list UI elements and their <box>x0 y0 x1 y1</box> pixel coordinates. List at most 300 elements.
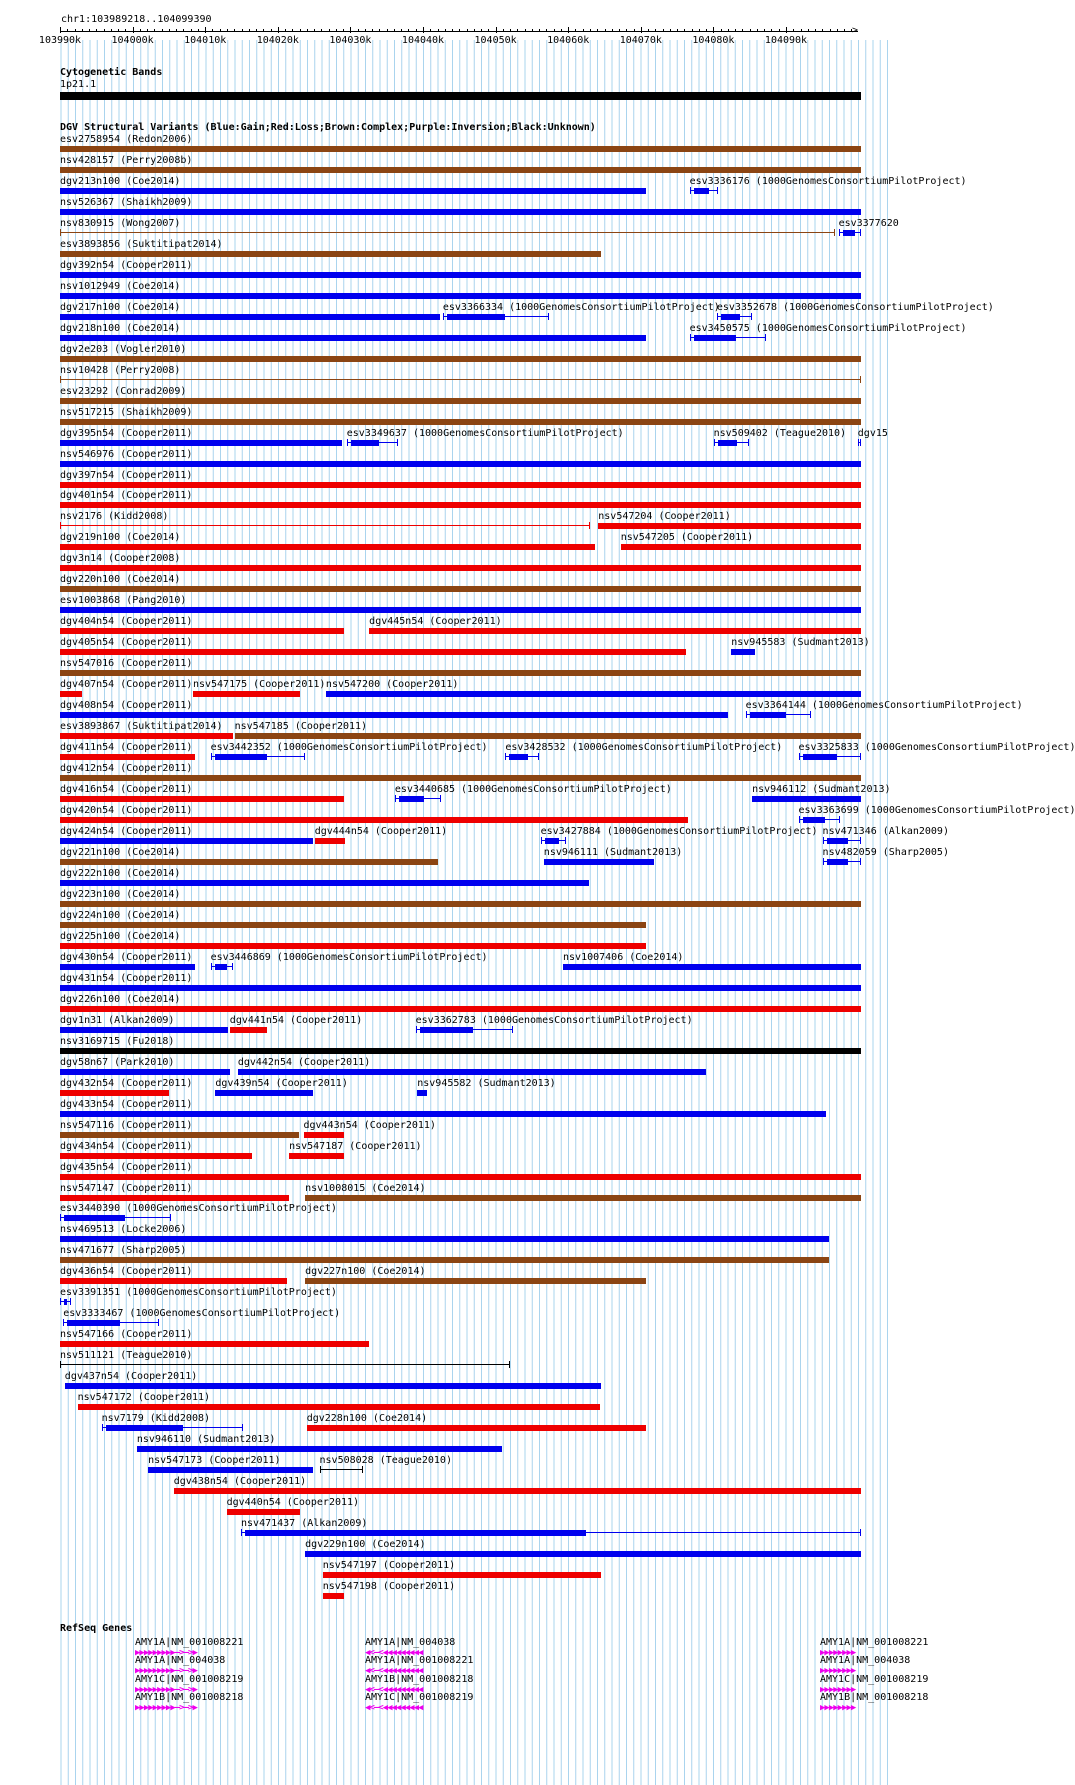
sv-end-cap <box>241 1529 242 1536</box>
sv-label[interactable]: nsv7179 (Kidd2008) <box>101 1413 211 1425</box>
sv-bar[interactable] <box>60 838 313 844</box>
sv-label[interactable]: dgv395n54 (Cooper2011) <box>60 427 193 439</box>
cytoband-bar[interactable] <box>60 92 861 100</box>
sv-label[interactable]: dgv411n54 (Cooper2011) <box>60 742 193 754</box>
sv-bar[interactable] <box>60 379 861 380</box>
sv-label[interactable]: nsv547166 (Cooper2011) <box>60 1329 193 1341</box>
sv-bar[interactable] <box>60 670 861 676</box>
sv-end-cap <box>860 837 861 844</box>
sv-bar[interactable] <box>305 1195 861 1201</box>
sv-label[interactable]: nsv511121 (Teague2010) <box>60 1350 193 1362</box>
ruler-minor-tick <box>379 29 380 32</box>
gene-model[interactable]: ▶▶▶▶▶▶▶▶▶—>—>▶ <box>135 1648 197 1658</box>
sv-block <box>694 188 710 194</box>
sv-bar[interactable] <box>60 482 861 488</box>
sv-label[interactable]: esv3349637 (1000GenomesConsortiumPilotProject) <box>346 427 624 439</box>
sv-bar[interactable] <box>60 565 861 571</box>
ruler-minor-tick <box>365 29 366 32</box>
sv-label[interactable]: esv3428532 (1000GenomesConsortiumPilotProject) <box>505 742 783 754</box>
sv-label[interactable]: nsv428157 (Perry2008b) <box>60 154 193 166</box>
sv-bar[interactable] <box>60 1090 169 1096</box>
sv-label[interactable]: nsv547016 (Cooper2011) <box>60 658 193 670</box>
sv-label[interactable]: dgv224n100 (Coe2014) <box>60 909 181 921</box>
sv-bar[interactable] <box>323 1572 602 1578</box>
sv-label[interactable]: nsv509402 (Teague2010) <box>713 427 847 439</box>
sv-end-cap <box>834 229 835 236</box>
sv-bar[interactable] <box>60 232 835 233</box>
sv-label[interactable]: esv3427884 (1000GenomesConsortiumPilotProject) <box>540 826 818 837</box>
ruler-minor-tick <box>452 29 453 32</box>
sv-label[interactable]: nsv946110 (Sudmant2013) <box>136 1434 276 1446</box>
sv-label[interactable]: dgv219n100 (Coe2014) <box>60 532 181 544</box>
ruler-tick-label: 104060k <box>547 35 590 46</box>
sv-label[interactable]: dgv439n54 (Cooper2011) <box>215 1077 348 1089</box>
sv-label[interactable]: nsv547204 (Cooper2011) <box>598 511 731 523</box>
sv-end-cap <box>690 187 691 194</box>
ruler-minor-tick <box>822 29 823 32</box>
sv-label[interactable]: nsv547147 (Cooper2011) <box>60 1182 193 1194</box>
gene-label[interactable]: AMY1A|NM_001008221 <box>135 1637 244 1648</box>
sv-bar[interactable] <box>60 1174 861 1180</box>
gene-label[interactable]: AMY1A|NM_001008221 <box>365 1655 474 1667</box>
sv-label[interactable]: dgv397n54 (Cooper2011) <box>60 469 193 481</box>
sv-bar[interactable] <box>598 523 861 529</box>
sv-end-cap <box>397 439 398 446</box>
sv-label[interactable]: esv3352678 (1000GenomesConsortiumPilotProject) <box>716 301 994 313</box>
ruler-minor-tick <box>154 29 155 32</box>
ruler-minor-tick <box>467 29 468 32</box>
sv-bar[interactable] <box>230 1027 267 1033</box>
sv-bar[interactable] <box>752 796 861 802</box>
position-label: chr1:103989218..104099390 <box>61 14 212 25</box>
gene-label[interactable]: AMY1A|NM_004038 <box>365 1637 456 1648</box>
sv-label[interactable]: dgv435n54 (Cooper2011) <box>60 1161 193 1173</box>
sv-label[interactable]: dgv437n54 (Cooper2011) <box>64 1371 198 1383</box>
sv-label[interactable]: nsv945583 (Sudmant2013) <box>731 637 870 649</box>
gene-label[interactable]: AMY1C|NM_001008219 <box>135 1673 244 1685</box>
cytoband-label[interactable]: 1p21.1 <box>60 79 97 90</box>
ruler-minor-tick <box>612 29 613 32</box>
sv-bar[interactable] <box>60 943 646 949</box>
sv-block <box>447 314 505 320</box>
sv-bar[interactable] <box>60 525 590 526</box>
sv-bar[interactable] <box>326 691 861 697</box>
sv-bar[interactable] <box>289 1153 343 1159</box>
sv-bar[interactable] <box>148 1467 313 1473</box>
sv-bar[interactable] <box>193 691 300 697</box>
sv-bar[interactable] <box>60 314 440 320</box>
sv-bar[interactable] <box>60 1111 826 1117</box>
ruler-tick-label: 103990k <box>38 35 82 46</box>
sv-end-cap <box>509 1361 510 1368</box>
sv-label[interactable]: nsv471437 (Alkan2009) <box>241 1518 368 1530</box>
sv-bar[interactable] <box>60 293 861 299</box>
sv-label[interactable]: dgv441n54 (Cooper2011) <box>229 1014 363 1026</box>
gene-model[interactable]: ◀<—<◀◀◀◀◀◀◀◀◀ <box>365 1648 423 1658</box>
gene-model[interactable]: ▶▶▶▶▶▶▶▶▶—>—>▶ <box>135 1666 197 1677</box>
sv-bar[interactable] <box>227 1509 301 1515</box>
sv-label[interactable]: nsv1012949 (Coe2014) <box>60 280 181 292</box>
sv-label[interactable]: dgv217n100 (Coe2014) <box>60 301 181 313</box>
sv-label[interactable]: dgv213n100 (Coe2014) <box>60 175 181 187</box>
ruler-minor-tick <box>329 29 330 32</box>
sv-bar[interactable] <box>60 1364 510 1365</box>
ruler-minor-tick <box>677 29 678 32</box>
sv-label[interactable]: esv1003868 (Pang2010) <box>60 595 187 607</box>
sv-block <box>215 754 267 760</box>
sv-label[interactable]: nsv517215 (Shaikh2009) <box>60 406 193 418</box>
sv-label[interactable]: nsv1008015 (Coe2014) <box>305 1182 426 1194</box>
ruler-minor-tick <box>408 29 409 32</box>
sv-label[interactable]: dgv434n54 (Cooper2011) <box>60 1140 193 1152</box>
sv-block <box>718 440 737 446</box>
sv-label[interactable]: nsv469513 (Locke2006) <box>60 1224 187 1236</box>
sv-label[interactable]: dgv221n100 (Coe2014) <box>60 846 181 858</box>
ruler-minor-tick <box>372 29 373 32</box>
sv-block <box>545 838 559 844</box>
sv-label[interactable]: dgv440n54 (Cooper2011) <box>226 1497 360 1509</box>
sv-label[interactable]: nsv508028 (Teague2010) <box>319 1455 452 1467</box>
gene-label[interactable]: AMY1C|NM_001008219 <box>820 1673 929 1685</box>
sv-label[interactable]: dgv401n54 (Cooper2011) <box>60 490 193 502</box>
ruler-major-tick <box>496 27 497 33</box>
sv-bar[interactable] <box>60 1278 287 1284</box>
sv-label[interactable]: dgv218n100 (Coe2014) <box>60 322 181 334</box>
sv-block <box>827 838 848 844</box>
sv-bar[interactable] <box>60 1027 228 1033</box>
sv-label[interactable]: esv3364144 (1000GenomesConsortiumPilotProject) <box>745 700 1023 712</box>
sv-bar[interactable] <box>60 335 646 341</box>
sv-bar[interactable] <box>60 754 195 760</box>
ruler-arrow-icon: > <box>852 25 859 36</box>
sv-label[interactable]: esv3377620 <box>838 217 899 229</box>
sv-bar[interactable] <box>621 544 861 550</box>
sv-end-cap <box>541 837 542 844</box>
sv-label[interactable]: dgv420n54 (Cooper2011) <box>60 805 193 817</box>
sv-bar[interactable] <box>60 880 589 886</box>
sv-bar[interactable] <box>60 440 342 446</box>
sv-end-cap <box>717 187 718 194</box>
ruler-minor-tick <box>634 29 635 32</box>
sv-bar[interactable] <box>60 188 646 194</box>
sv-label[interactable]: dgv405n54 (Cooper2011) <box>60 637 193 649</box>
ruler-tick-label: 104040k <box>401 35 445 46</box>
sv-label[interactable]: nsv3169715 (Fu2018) <box>60 1035 175 1047</box>
sv-label[interactable]: dgv436n54 (Cooper2011) <box>60 1266 193 1278</box>
sv-label[interactable]: dgv404n54 (Cooper2011) <box>60 616 193 628</box>
sv-label[interactable]: dgv442n54 (Cooper2011) <box>237 1056 371 1068</box>
sv-bar[interactable] <box>60 985 861 991</box>
sv-block <box>245 1530 586 1536</box>
sv-label[interactable]: dgv424n54 (Cooper2011) <box>60 826 193 837</box>
sv-label[interactable]: nsv547205 (Cooper2011) <box>620 532 754 544</box>
sv-label[interactable]: nsv547200 (Cooper2011) <box>325 679 459 691</box>
sv-bar[interactable] <box>60 1048 861 1054</box>
ruler-minor-tick <box>583 29 584 32</box>
ruler-minor-tick <box>561 29 562 32</box>
sv-label[interactable]: dgv412n54 (Cooper2011) <box>60 763 193 775</box>
ruler-minor-tick <box>532 29 533 32</box>
sv-label[interactable]: esv3446869 (1000GenomesConsortiumPilotProject) <box>210 951 488 963</box>
sv-end-cap <box>416 1026 417 1033</box>
ruler-minor-tick <box>401 29 402 32</box>
sv-label[interactable]: nsv471677 (Sharp2005) <box>60 1245 187 1257</box>
sv-bar[interactable] <box>60 628 344 634</box>
sv-label[interactable]: dgv407n54 (Cooper2011) <box>60 679 193 691</box>
sv-bar[interactable] <box>78 1404 600 1410</box>
gene-label[interactable]: AMY1A|NM_004038 <box>135 1655 226 1667</box>
sv-bar[interactable] <box>60 1132 299 1138</box>
sv-bar[interactable] <box>137 1446 502 1452</box>
ruler-minor-tick <box>779 29 780 32</box>
sv-bar[interactable] <box>731 649 755 655</box>
gene-label[interactable]: AMY1B|NM_001008218 <box>820 1691 929 1703</box>
sv-bar[interactable] <box>60 859 438 865</box>
sv-label[interactable]: nsv547198 (Cooper2011) <box>322 1580 456 1592</box>
sv-label[interactable]: dgv392n54 (Cooper2011) <box>60 259 193 271</box>
sv-label[interactable]: esv3440685 (1000GenomesConsortiumPilotProject) <box>394 784 672 796</box>
sv-label[interactable]: nsv10428 (Perry2008) <box>60 364 181 376</box>
sv-bar[interactable] <box>60 586 861 592</box>
sv-bar[interactable] <box>60 607 861 613</box>
sv-label[interactable]: esv3450575 (1000GenomesConsortiumPilotProject) <box>689 322 967 334</box>
sv-label[interactable]: nsv830915 (Wong2007) <box>60 217 181 229</box>
sv-label[interactable]: dgv225n100 (Coe2014) <box>60 930 181 942</box>
sv-block <box>67 1320 120 1326</box>
sv-end-cap <box>304 753 305 760</box>
ruler-minor-tick <box>742 29 743 32</box>
sv-bar[interactable] <box>60 691 82 697</box>
ruler-minor-tick <box>815 29 816 32</box>
sv-bar[interactable] <box>60 817 688 823</box>
sv-label[interactable]: nsv546976 (Cooper2011) <box>60 448 193 460</box>
sv-bar[interactable] <box>563 964 861 970</box>
sv-bar[interactable] <box>60 1006 861 1012</box>
sv-label[interactable]: dgv223n100 (Coe2014) <box>60 888 181 900</box>
sv-label[interactable]: nsv526367 (Shaikh2009) <box>60 196 193 208</box>
sv-label[interactable]: dgv443n54 (Cooper2011) <box>303 1119 436 1131</box>
sv-label[interactable]: esv3333467 (1000GenomesConsortiumPilotProject) <box>63 1308 341 1320</box>
sv-bar[interactable] <box>60 419 861 425</box>
sv-bar[interactable] <box>60 502 861 508</box>
ruler-minor-tick <box>808 29 809 32</box>
sv-label[interactable]: esv23292 (Conrad2009) <box>60 385 187 397</box>
sv-label[interactable]: esv2758954 (Redon2006) <box>60 134 193 145</box>
sv-label[interactable]: nsv945582 (Sudmant2013) <box>417 1077 556 1089</box>
ruler-minor-tick <box>336 29 337 32</box>
gene-model[interactable]: ◀<—<◀◀◀◀◀◀◀◀◀ <box>365 1684 423 1695</box>
sv-label[interactable]: dgv431n54 (Cooper2011) <box>60 972 193 984</box>
ruler-tick-label: 104070k <box>619 35 662 46</box>
gene-model[interactable]: ▶▶▶▶▶▶▶▶ <box>820 1666 856 1677</box>
gene-model[interactable]: ▶▶▶▶▶▶▶▶ <box>820 1702 856 1713</box>
gene-model[interactable]: ▶▶▶▶▶▶▶▶ <box>820 1684 856 1695</box>
sv-label[interactable]: dgv416n54 (Cooper2011) <box>60 784 193 796</box>
ruler-minor-tick <box>648 29 649 32</box>
ruler-minor-tick <box>111 29 112 32</box>
gene-model[interactable]: ◀<—<◀◀◀◀◀◀◀◀◀ <box>365 1702 423 1713</box>
gene-model[interactable]: ◀<—<◀◀◀◀◀◀◀◀◀ <box>365 1666 423 1677</box>
ruler-minor-tick <box>554 29 555 32</box>
sv-label[interactable]: dgv222n100 (Coe2014) <box>60 867 181 879</box>
sv-bar[interactable] <box>544 859 655 865</box>
sv-label[interactable]: nsv547116 (Cooper2011) <box>60 1119 193 1131</box>
sv-label[interactable]: nsv2176 (Kidd2008) <box>60 511 169 523</box>
sv-label[interactable]: dgv438n54 (Cooper2011) <box>173 1476 307 1488</box>
ruler-minor-tick <box>169 29 170 32</box>
sv-label[interactable]: esv3363699 (1000GenomesConsortiumPilotProject) <box>798 805 1075 817</box>
ruler-tick-label: 104050k <box>474 35 517 46</box>
sv-label[interactable]: dgv1n31 (Alkan2009) <box>60 1014 175 1026</box>
ruler-minor-tick <box>307 29 308 32</box>
sv-bar[interactable] <box>65 1383 602 1389</box>
sv-label[interactable]: dgv58n67 (Park2010) <box>60 1056 175 1068</box>
sv-bar[interactable] <box>60 461 861 467</box>
sv-bar[interactable] <box>305 1551 861 1557</box>
sv-label[interactable]: nsv547187 (Cooper2011) <box>289 1140 422 1152</box>
sv-bar[interactable] <box>60 775 861 781</box>
sv-bar[interactable] <box>60 1236 829 1242</box>
sv-label[interactable]: esv3366334 (1000GenomesConsortiumPilotProject) <box>442 301 720 313</box>
sv-label[interactable]: esv3325833 (1000GenomesConsortiumPilotProject) <box>798 742 1075 754</box>
ruler-minor-tick <box>104 29 105 32</box>
sv-label[interactable]: dgv408n54 (Cooper2011) <box>60 700 193 712</box>
sv-label[interactable]: dgv220n100 (Coe2014) <box>60 574 181 586</box>
sv-bar[interactable] <box>60 544 595 550</box>
sv-bar[interactable] <box>315 838 345 844</box>
ruler-minor-tick <box>183 29 184 32</box>
sv-label[interactable]: nsv471346 (Alkan2009) <box>822 826 949 837</box>
sv-label[interactable]: esv3391351 (1000GenomesConsortiumPilotProject) <box>60 1287 337 1299</box>
sv-label[interactable]: esv3442352 (1000GenomesConsortiumPilotProject) <box>210 742 488 754</box>
sv-label[interactable]: dgv444n54 (Cooper2011) <box>314 826 448 837</box>
sv-block <box>750 712 786 718</box>
sv-label[interactable]: nsv946112 (Sudmant2013) <box>752 784 891 796</box>
sv-bar[interactable] <box>369 628 861 634</box>
sv-label[interactable]: dgv2e203 (Vogler2010) <box>60 343 187 355</box>
sv-label[interactable]: dgv227n100 (Coe2014) <box>305 1266 426 1278</box>
sv-bar[interactable] <box>60 146 861 152</box>
ruler-major-tick <box>641 27 642 33</box>
sv-bar[interactable] <box>60 796 344 802</box>
sv-bar[interactable] <box>60 733 233 739</box>
sv-label[interactable]: esv3893867 (Suktitipat2014) <box>60 721 223 733</box>
sv-bar[interactable] <box>60 251 601 257</box>
gene-model[interactable]: ▶▶▶▶▶▶▶▶ <box>820 1648 856 1658</box>
sv-label[interactable]: nsv946111 (Sudmant2013) <box>543 846 683 858</box>
sv-bar[interactable] <box>60 1341 369 1347</box>
ruler-major-tick <box>205 27 206 33</box>
sv-end-cap <box>860 376 861 383</box>
sv-end-cap <box>362 1466 363 1473</box>
sv-bar[interactable] <box>60 356 861 362</box>
sv-label[interactable]: nsv547172 (Cooper2011) <box>77 1392 211 1404</box>
sv-label[interactable]: esv3893856 (Suktitipat2014) <box>60 238 223 250</box>
sv-bar[interactable] <box>320 1469 363 1470</box>
sv-label[interactable]: dgv432n54 (Cooper2011) <box>60 1077 193 1089</box>
sv-bar[interactable] <box>60 1069 230 1075</box>
sv-label[interactable]: nsv547197 (Cooper2011) <box>322 1559 456 1571</box>
sv-bar[interactable] <box>174 1488 861 1494</box>
sv-label[interactable]: nsv547185 (Cooper2011) <box>234 721 368 733</box>
ruler-minor-tick <box>459 29 460 32</box>
sv-bar[interactable] <box>60 922 646 928</box>
sv-label[interactable]: esv3362783 (1000GenomesConsortiumPilotProject) <box>415 1014 693 1026</box>
sv-label[interactable]: dgv430n54 (Cooper2011) <box>60 951 193 963</box>
sv-label[interactable]: nsv482059 (Sharp2005) <box>822 846 949 858</box>
sv-bar[interactable] <box>304 1132 344 1138</box>
ruler-minor-tick <box>684 29 685 32</box>
sv-bar[interactable] <box>60 209 861 215</box>
ruler-minor-tick <box>234 29 235 32</box>
sv-bar[interactable] <box>60 712 728 718</box>
gene-label[interactable]: AMY1B|NM_001008218 <box>365 1673 474 1685</box>
sv-end-cap <box>538 753 539 760</box>
gene-label[interactable]: AMY1A|NM_001008221 <box>820 1637 929 1648</box>
sv-bar[interactable] <box>60 167 861 173</box>
sv-bar[interactable] <box>60 964 195 970</box>
sv-end-cap <box>232 963 233 970</box>
sv-bar[interactable] <box>417 1090 427 1096</box>
gene-label[interactable]: AMY1B|NM_001008218 <box>135 1691 244 1703</box>
sv-bar[interactable] <box>305 1278 646 1284</box>
sv-bar[interactable] <box>60 1153 252 1159</box>
sv-bar[interactable] <box>60 1257 829 1263</box>
sv-bar[interactable] <box>323 1593 344 1599</box>
sv-bar[interactable] <box>60 398 861 404</box>
sv-bar[interactable] <box>60 901 861 907</box>
sv-label[interactable]: dgv433n54 (Cooper2011) <box>60 1098 193 1110</box>
sv-block <box>64 1215 125 1221</box>
sv-end-cap <box>690 334 691 341</box>
sv-end-cap <box>748 439 749 446</box>
sv-label[interactable]: nsv1007406 (Coe2014) <box>563 951 684 963</box>
sv-label[interactable]: esv3440390 (1000GenomesConsortiumPilotProject) <box>60 1203 337 1215</box>
sv-label[interactable]: dgv445n54 (Cooper2011) <box>369 616 502 628</box>
sv-label[interactable]: esv3336176 (1000GenomesConsortiumPilotProject) <box>689 175 967 187</box>
gene-model[interactable]: ▶▶▶▶▶▶▶▶▶—>—>▶ <box>135 1684 197 1695</box>
ruler-major-tick <box>568 27 569 33</box>
sv-bar[interactable] <box>60 649 686 655</box>
sv-bar[interactable] <box>238 1069 706 1075</box>
sv-label[interactable]: dgv228n100 (Coe2014) <box>306 1413 428 1425</box>
ruler-minor-tick <box>263 29 264 32</box>
sv-label[interactable]: dgv226n100 (Coe2014) <box>60 993 181 1005</box>
ruler-minor-tick <box>430 29 431 32</box>
sv-bar[interactable] <box>215 1090 313 1096</box>
sv-bar[interactable] <box>60 272 861 278</box>
ruler-minor-tick <box>706 29 707 32</box>
sv-bar[interactable] <box>235 733 861 739</box>
sv-label[interactable]: dgv3n14 (Cooper2008) <box>60 553 181 565</box>
sv-label[interactable]: dgv229n100 (Coe2014) <box>305 1538 426 1550</box>
gene-model[interactable]: ▶▶▶▶▶▶▶▶▶—>—>▶ <box>135 1702 197 1713</box>
gene-label[interactable]: AMY1C|NM_001008219 <box>365 1691 474 1703</box>
sv-label[interactable]: dgv15 <box>857 427 888 439</box>
ruler-minor-tick <box>837 29 838 32</box>
sv-bar[interactable] <box>307 1425 647 1431</box>
sv-label[interactable]: nsv547173 (Cooper2011) <box>148 1455 281 1467</box>
ruler-minor-tick <box>757 29 758 32</box>
ruler-tick-label: 104010k <box>184 35 227 46</box>
sv-label[interactable]: nsv547175 (Cooper2011) <box>192 679 326 691</box>
sv-bar[interactable] <box>60 1195 289 1201</box>
ruler-minor-tick <box>539 29 540 32</box>
sv-end-cap <box>512 1026 513 1033</box>
gene-label[interactable]: AMY1A|NM_004038 <box>820 1655 911 1667</box>
ruler-minor-tick <box>488 29 489 32</box>
ruler-minor-tick <box>735 29 736 32</box>
